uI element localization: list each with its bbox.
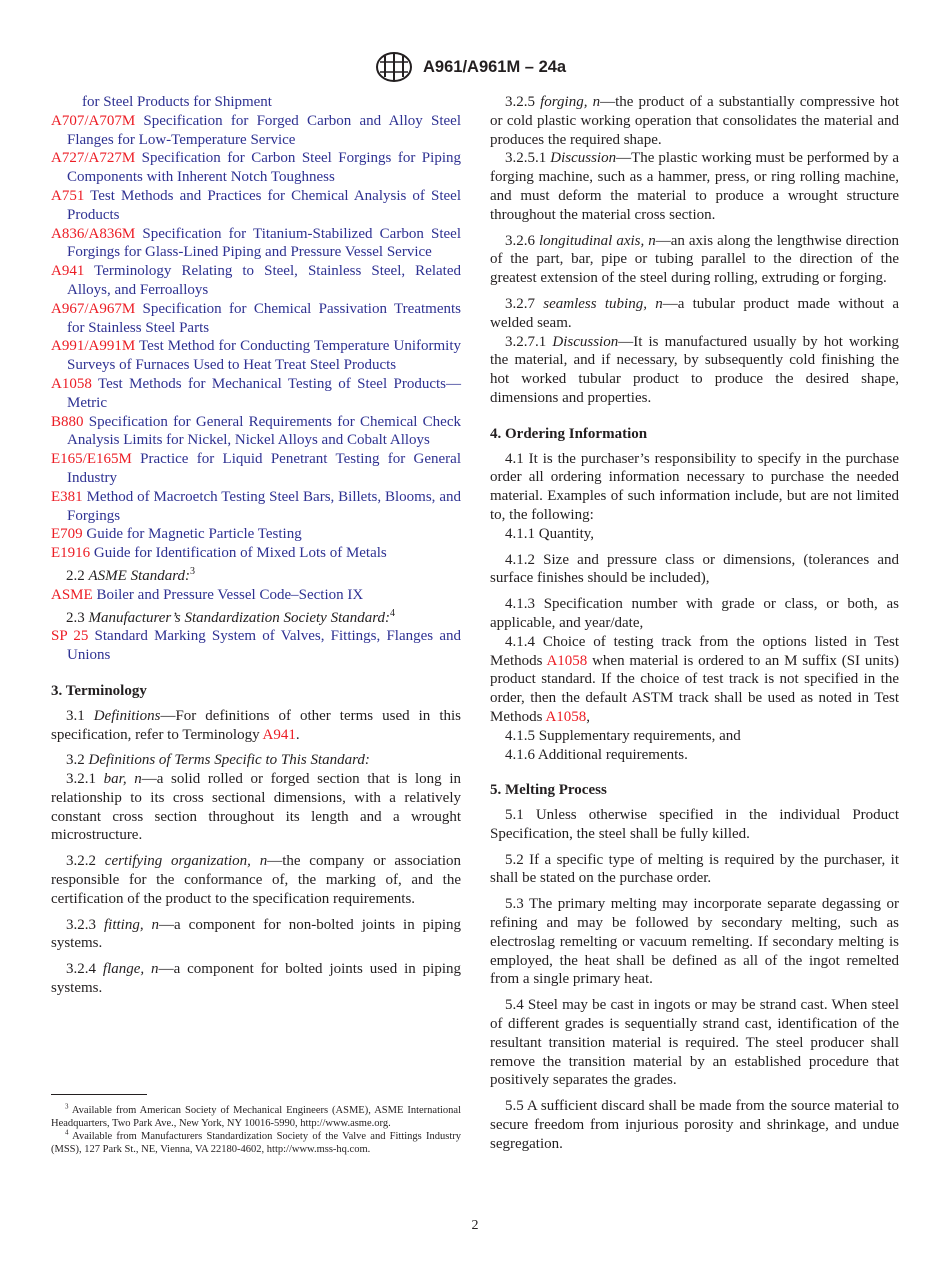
reference-code: E165/E165M xyxy=(51,451,132,468)
reference-title: Test Method for Conducting Temperature Uniformity Surveys of Furnaces Used to Heat Treat Steel Products xyxy=(67,338,461,374)
left-column xyxy=(51,93,461,998)
reference-item[interactable] xyxy=(51,262,461,300)
reference-title: Test Methods and Practices for Chemical Analysis of Steel Products xyxy=(67,187,461,223)
reference-code: A727/A727M xyxy=(51,150,136,167)
asme-reference[interactable]: ASME Boiler and Pressure Vessel Code–Section IX xyxy=(51,586,364,603)
reference-code: A967/A967M xyxy=(51,300,136,317)
para-3-2: 3.2 Definitions of Terms Specific to This Standard: xyxy=(66,752,370,769)
para-4-1-3: 4.1.3 Specification number with grade or class, or both, as applicable, and year/date, xyxy=(490,596,899,631)
para-3-2-2: 3.2.2 certifying organization, n—the company or association responsible for the conformance of, the marking of, and the certification of the product to the specification requirements. xyxy=(51,853,461,907)
reference-title: Terminology Relating to Steel, Stainless Steel, Related Alloys, and Ferroalloys xyxy=(67,263,461,298)
right-column xyxy=(490,93,899,1154)
reference-item[interactable] xyxy=(51,300,461,338)
reference-title: Guide for Magnetic Particle Testing xyxy=(82,526,302,543)
astm-logo-icon xyxy=(374,50,414,84)
reference-title: for Steel Products for Shipment xyxy=(82,94,272,110)
reference-item[interactable] xyxy=(51,187,461,225)
reference-title: Test Methods for Mechanical Testing of Steel Products—Metric xyxy=(67,375,461,411)
para-4-1: 4.1 It is the purchaser’s responsibility to specify in the purchase order all ordering information necessary to purchase the needed material. Examples of such information include, but are not limited to, the following: xyxy=(490,450,899,523)
reference-code: E381 xyxy=(51,488,83,505)
reference-code: A707/A707M xyxy=(51,112,136,129)
reference-code: E709 xyxy=(51,526,83,543)
reference-code: A836/A836M xyxy=(51,225,136,242)
page-header xyxy=(0,48,950,88)
para-4-1-2: 4.1.2 Size and pressure class or dimensions, (tolerances and surface finishes should be included), xyxy=(490,551,899,587)
asme-standard-heading: 2.2 ASME Standard:$^3$ xyxy=(66,565,196,584)
para-3-2-7: 3.2.7 seamless tubing, n—a tubular product made without a welded seam. xyxy=(490,295,899,331)
reference-item[interactable] xyxy=(51,149,461,187)
footnote-rule xyxy=(51,1094,147,1095)
para-3-1: 3.1 Definitions—For definitions of other terms used in this specification, refer to Terminology A941. xyxy=(51,707,461,743)
reference-code: A941 xyxy=(51,263,85,280)
footnote-4: $^4$ Available from Manufacturers Standardization Society of the Valve and Fittings Industry (MSS), 127 Park St., NE, Vienna, VA 22180-4602, http://www.mss-hq.com. xyxy=(51,1128,461,1155)
para-3-2-3: 3.2.3 fitting, n—a component for non-bolted joints in piping systems. xyxy=(51,916,461,952)
para-3-2-4: 3.2.4 flange, n—a component for bolted joints used in piping systems. xyxy=(51,961,461,997)
reference-code: A991/A991M xyxy=(51,338,136,355)
reference-item[interactable] xyxy=(51,225,461,263)
reference-title: Guide for Identification of Mixed Lots of Metals xyxy=(90,545,387,562)
para-5-5: 5.5 A sufficient discard shall be made from the source material to secure freedom from injurious porosity and shrinkage, and undue segregation. xyxy=(490,1098,899,1152)
reference-code: A1058 xyxy=(51,375,92,392)
para-5-4: 5.4 Steel may be cast in ingots or may be strand cast. When steel of different grades is sequentially strand cast, identification of the resultant transition material is required. The steel producer shall remove the transition material by an established procedure that positively separates the grades. xyxy=(490,997,899,1089)
reference-title: Specification for Carbon Steel Forgings for Piping Components with Inherent Notch Toughness xyxy=(67,150,461,186)
section-ordering-title: 4. Ordering Information xyxy=(490,425,648,442)
reference-title: Practice for Liquid Penetrant Testing for General Industry xyxy=(67,451,461,486)
reference-item[interactable] xyxy=(51,375,461,413)
reference-title: Specification for Chemical Passivation Treatments for Stainless Steel Parts xyxy=(67,300,461,336)
footnotes xyxy=(51,1094,461,1156)
reference-code: A751 xyxy=(51,187,85,204)
section-terminology-title: 3. Terminology xyxy=(51,682,147,699)
para-4-1-6: 4.1.6 Additional requirements. xyxy=(505,746,688,763)
reference-code: B880 xyxy=(51,413,84,430)
reference-title: Specification for Titanium-Stabilized Carbon Steel Forgings for Glass-Lined Piping and Pressure Vessel Service xyxy=(67,225,461,261)
para-5-1: 5.1 Unless otherwise specified in the individual Product Specification, the steel shall be fully killed. xyxy=(490,807,899,842)
link-a941[interactable]: A941 xyxy=(262,726,296,743)
footnote-3: $^3$ Available from American Society of Mechanical Engineers (ASME), ASME International Headquarters, Two Park Ave., New York, NY 10016-5990, http://www.asme.org. xyxy=(51,1102,461,1129)
reference-title: Method of Macroetch Testing Steel Bars, Billets, Blooms, and Forgings xyxy=(67,488,461,524)
reference-title: Specification for General Requirements for Chemical Check Analysis Limits for Nickel, Nickel Alloys and Cobalt Alloys xyxy=(67,413,461,449)
section-melting-title: 5. Melting Process xyxy=(490,782,607,799)
reference-item[interactable] xyxy=(51,525,461,544)
para-3-2-7-1: 3.2.7.1 Discussion—It is manufactured usually by hot working the material, and if necessary, by subsequently cold finishing the hot worked tubular product to produce the desired shape, dimensions and properties. xyxy=(490,333,900,406)
reference-item[interactable] xyxy=(51,112,461,150)
reference-item[interactable] xyxy=(51,450,461,488)
reference-code: E1916 xyxy=(51,545,91,562)
para-3-2-5-1: 3.2.5.1 Discussion—The plastic working must be performed by a forging machine, such as a hammer, press, or ring rolling machine, and must deform the material to produce a wrought structure throughout the material cross section. xyxy=(490,150,899,223)
reference-item[interactable] xyxy=(51,413,461,451)
para-4-1-5: 4.1.5 Supplementary requirements, and xyxy=(505,727,741,744)
para-3-2-1: 3.2.1 bar, n—a solid rolled or forged section that is long in relationship to its cross sectional dimensions, with a relatively constant cross section throughout its length and a wrought microstructure. xyxy=(51,771,461,844)
reference-title: Specification for Forged Carbon and Alloy Steel Flanges for Low-Temperature Service xyxy=(67,112,461,148)
referenced-documents-list xyxy=(51,93,461,563)
para-3-2-5: 3.2.5 forging, n—the product of a substantially compressive hot or cold plastic working operation that consolidates the material and produces the required shape. xyxy=(490,94,899,148)
link-a1058-second[interactable]: A1058 xyxy=(545,708,587,725)
reference-item[interactable] xyxy=(51,488,461,526)
mss-reference[interactable]: SP 25 Standard Marking System of Valves, Fittings, Flanges and Unions xyxy=(51,628,461,664)
para-5-2: 5.2 If a specific type of melting is required by the purchaser, it shall be stated on the purchase order. xyxy=(490,851,899,887)
document-designation: A961/A961M – 24a xyxy=(423,58,567,76)
para-3-2-6: 3.2.6 longitudinal axis, n—an axis along the lengthwise direction of the part, bar, pipe or tubing parallel to the direction of the greatest extension of the steel during rolling, extruding or forging. xyxy=(490,232,900,287)
mss-standard-heading: 2.3 Manufacturer’s Standardization Society Standard:$^4$ xyxy=(66,607,396,626)
reference-item[interactable] xyxy=(51,93,461,112)
para-4-1-4: 4.1.4 Choice of testing track from the options listed in Test Methods A1058 when material is ordered to an M suffix (SI units) product standard. If the choice of test track is not specified in the order, then the default ASTM track shall be used as noted in Test Methods A1058, xyxy=(490,633,899,725)
reference-item[interactable] xyxy=(51,544,461,563)
page-number: 2 xyxy=(471,1218,479,1233)
para-4-1-1: 4.1.1 Quantity, xyxy=(505,525,595,542)
reference-item[interactable] xyxy=(51,337,461,375)
link-a1058[interactable]: A1058 xyxy=(546,652,588,669)
para-5-3: 5.3 The primary melting may incorporate separate degassing or refining and may be followed by secondary melting, such as electroslag remelting or vacuum remelting. If secondary melting is employed, the heat shall be defined as all of the ingot remelted from a single primary heat. xyxy=(490,896,899,988)
